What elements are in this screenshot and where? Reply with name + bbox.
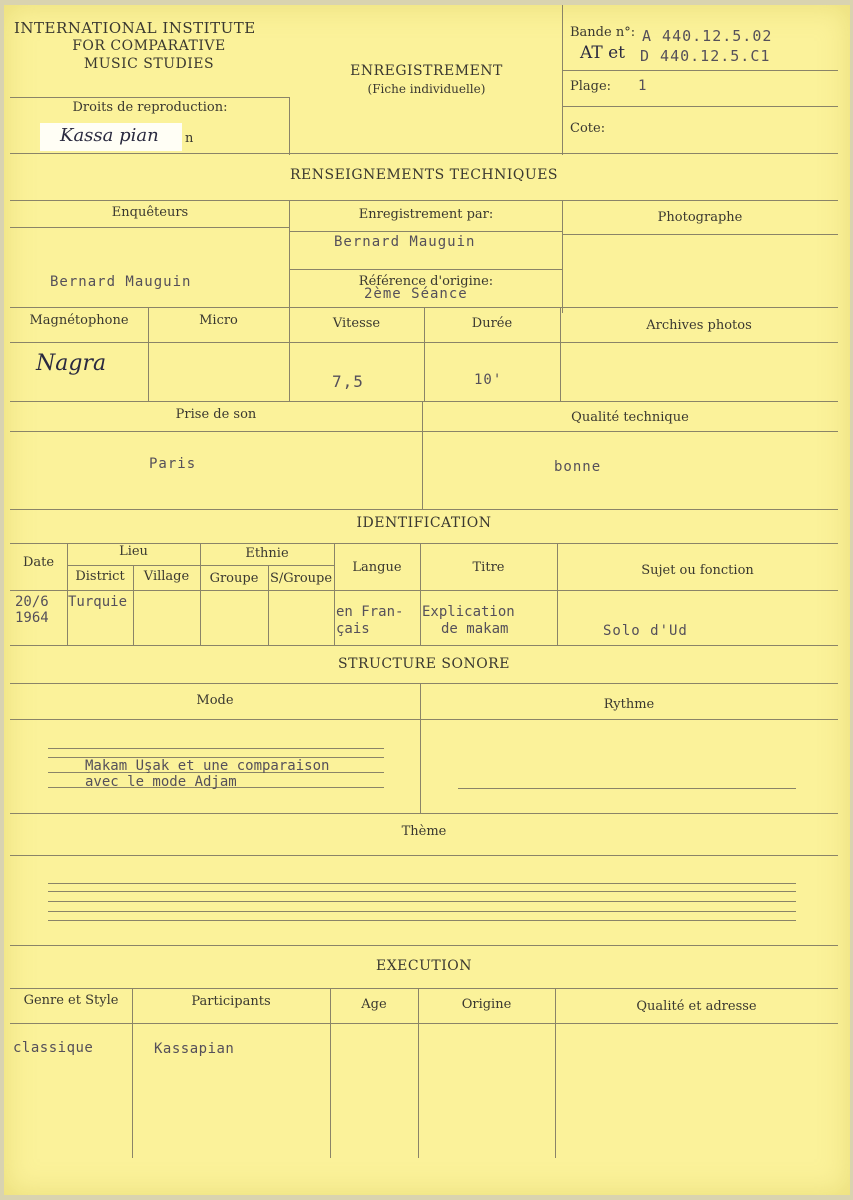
doc-subtitle: (Fiche individuelle): [367, 82, 486, 96]
theme-writing-line1: [48, 883, 796, 884]
ident-div-langue: [420, 543, 421, 645]
bande-value1: A 440.12.5.02: [642, 27, 773, 45]
lieu-label: Lieu: [119, 544, 148, 559]
mode-label: Mode: [196, 693, 234, 708]
ident-sub-line: [67, 565, 334, 566]
date-label: Date: [22, 555, 55, 570]
institute-line3: MUSIC STUDIES: [83, 56, 215, 72]
structure-section-title: STRUCTURE SONORE: [338, 656, 510, 672]
qualite-adresse-label: Qualité et adresse: [636, 999, 757, 1014]
magnetophone-value: Nagra: [36, 351, 107, 376]
ethnie-label: Ethnie: [245, 546, 289, 561]
droits-value: Kassa pian: [60, 125, 159, 146]
qualite-value: bonne: [554, 459, 602, 475]
theme-writing-line4: [48, 911, 796, 912]
vitesse-value: 7,5: [332, 372, 364, 391]
doc-title: ENREGISTREMENT: [350, 63, 503, 79]
date-value2: 1964: [15, 610, 49, 626]
theme-top-line: [10, 813, 838, 814]
duree-value: 10': [474, 372, 503, 388]
institute-line2: FOR COMPARATIVE: [72, 38, 226, 54]
header-bottom-line: [10, 153, 838, 154]
photographe-label: Photographe: [657, 210, 743, 225]
ident-bottom-line: [10, 645, 838, 646]
magnetophone-label: Magnétophone: [29, 313, 129, 328]
mode-value1: Makam Uşak et une comparaison: [85, 758, 330, 774]
village-label: Village: [143, 569, 190, 584]
date-value1: 20/6: [15, 594, 49, 610]
micro-label: Micro: [199, 313, 238, 328]
recording-card: [4, 5, 850, 1195]
origine-label: Origine: [461, 997, 512, 1012]
ident-section-title: IDENTIFICATION: [356, 515, 492, 531]
theme-writing-line2: [48, 891, 796, 892]
structure-title-line: [10, 683, 838, 684]
structure-sub-line: [10, 719, 838, 720]
tech-line-photo: [562, 234, 838, 235]
header-line-droits: [10, 97, 290, 98]
prise-label: Prise de son: [175, 407, 257, 422]
theme-sub-line: [10, 855, 838, 856]
institute-line1: INTERNATIONAL INSTITUTE: [14, 19, 256, 37]
tech-title-line: [10, 200, 838, 201]
participants-value: Kassapian: [154, 1041, 235, 1057]
sujet-value: Solo d'Ud: [603, 623, 688, 639]
droits-label: Droits de reproduction:: [72, 100, 228, 115]
district-label: District: [75, 569, 125, 584]
header-line-bande: [562, 70, 838, 71]
sujet-label: Sujet ou fonction: [641, 563, 754, 578]
execution-top-line: [10, 945, 838, 946]
reference-value: 2ème Séance: [364, 286, 468, 302]
tech-line-ref: [290, 269, 562, 270]
groupe-label: Groupe: [209, 571, 259, 586]
exec-div3: [418, 988, 419, 1158]
tech-row2-sub-line: [10, 342, 838, 343]
enqueteurs-value: Bernard Mauguin: [50, 274, 192, 290]
plage-value: 1: [638, 78, 648, 94]
ident-header-bottom: [10, 590, 838, 591]
tech-line-enq: [10, 227, 290, 228]
rythme-writing-line: [458, 788, 796, 789]
exec-div1: [132, 988, 133, 1158]
qualite-label: Qualité technique: [571, 410, 689, 425]
enregistrement-label: Enregistrement par:: [358, 207, 494, 222]
bande-value2: D 440.12.5.C1: [640, 47, 771, 65]
tech-row3-sub-line: [10, 431, 838, 432]
theme-label: Thème: [401, 824, 447, 839]
execution-title-line: [10, 988, 838, 989]
header-line-plage: [562, 106, 838, 107]
plage-label: Plage:: [570, 79, 612, 94]
tech-section-title: RENSEIGNEMENTS TECHNIQUES: [289, 167, 559, 183]
cote-label: Cote:: [570, 121, 606, 136]
header-divider-right: [562, 5, 563, 155]
titre-value1: Explication: [422, 604, 515, 620]
tech-row3-line: [10, 401, 838, 402]
reference-label: Référence d'origine:: [358, 274, 494, 289]
genre-label: Genre et Style: [23, 993, 119, 1008]
ident-div-ethnie: [334, 543, 335, 645]
enqueteurs-label: Enquêteurs: [111, 205, 189, 220]
genre-value: classique: [13, 1040, 94, 1056]
sgroupe-label: S/Groupe: [269, 571, 333, 586]
ident-div-titre: [557, 543, 558, 645]
participants-label: Participants: [191, 994, 271, 1009]
execution-section-title: EXECUTION: [375, 958, 472, 974]
mode-value2: avec le mode Adjam: [85, 774, 237, 790]
vitesse-label: Vitesse: [332, 316, 381, 331]
langue-label: Langue: [352, 560, 402, 575]
tech-line-enr: [290, 231, 562, 232]
bande-hand-note: AT et: [580, 43, 625, 63]
execution-sub-line: [10, 1023, 838, 1024]
mode-writing-line1: [48, 748, 384, 749]
langue-value2: çais: [336, 621, 370, 637]
duree-label: Durée: [471, 316, 513, 331]
droits-suffix: n: [185, 131, 194, 146]
langue-value1: en Fran-: [336, 604, 404, 620]
titre-value2: de makam: [441, 621, 509, 637]
archives-label: Archives photos: [646, 318, 752, 333]
prise-value: Paris: [149, 456, 197, 472]
age-label: Age: [361, 997, 387, 1012]
titre-label: Titre: [472, 560, 505, 575]
district-value: Turquie: [68, 594, 128, 610]
bande-label: Bande n°:: [570, 25, 636, 40]
rythme-label: Rythme: [603, 697, 655, 712]
exec-div2: [330, 988, 331, 1158]
theme-writing-line3: [48, 901, 796, 902]
theme-writing-line5: [48, 920, 796, 921]
enregistrement-value: Bernard Mauguin: [334, 234, 476, 250]
ident-top-line: [10, 509, 838, 510]
